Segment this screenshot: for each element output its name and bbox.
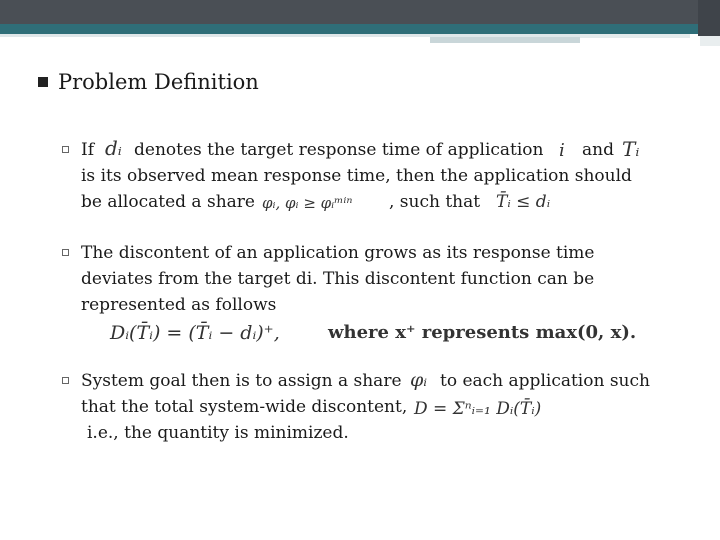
header-dark-stripe: [0, 0, 720, 24]
formula-phi-i: φᵢ: [410, 369, 428, 391]
header-pale-block-2: [700, 36, 720, 46]
formula-share-condition: φᵢ, φᵢ ≥ φᵢᵐⁱⁿ: [262, 194, 353, 212]
text-minimized: i.e., the quantity is minimized.: [87, 423, 349, 443]
text-and: and: [582, 140, 614, 160]
formula-T-i: Tᵢ: [622, 137, 640, 161]
hollow-square-bullet-icon: [62, 146, 69, 153]
heading-text: Problem Definition: [58, 70, 259, 94]
text-allocated-share: be allocated a share: [81, 192, 255, 212]
slide-heading: [38, 70, 259, 94]
text-observed-mean: is its observed mean response time, then the application should: [81, 166, 632, 186]
formula-discontent: Dᵢ(T̄ᵢ) = (T̄ᵢ − dᵢ)⁺,: [110, 322, 280, 344]
hollow-square-bullet-icon: [62, 249, 69, 256]
hollow-square-bullet-icon: [62, 377, 69, 384]
formula-where-max: where x⁺ represents max(0, x).: [328, 322, 637, 343]
header-teal-stripe: [0, 24, 720, 34]
text-total-discontent: that the total system-wide discontent,: [81, 397, 408, 417]
text-target-response: denotes the target response time of application: [134, 140, 544, 160]
text-represented: represented as follows: [81, 295, 277, 315]
text-system-goal: System goal then is to assign a share: [81, 371, 402, 391]
header-pale-block: [430, 37, 580, 43]
bullet-item-2: [62, 240, 702, 360]
text-each-application: to each application such: [440, 371, 650, 391]
text-if: If: [81, 140, 95, 160]
text-deviates: deviates from the target di. This discontent function can be: [81, 269, 595, 289]
text-such-that: , such that: [389, 192, 481, 212]
bullet-item-1: [62, 137, 702, 217]
formula-T-le-d: T̄ᵢ ≤ dᵢ: [496, 192, 551, 212]
formula-total-discontent: D = Σⁿᵢ₌₁ Dᵢ(T̄ᵢ): [414, 399, 542, 419]
bullet-item-3: [62, 368, 702, 448]
square-bullet-icon: [38, 77, 48, 87]
formula-i: i: [559, 140, 565, 161]
header-corner-block: [698, 0, 720, 36]
header-band: [0, 0, 720, 36]
formula-d-i: dᵢ: [105, 136, 122, 160]
header-pale-line-2: [580, 34, 690, 38]
text-discontent-grows: The discontent of an application grows as its response time: [81, 243, 595, 263]
